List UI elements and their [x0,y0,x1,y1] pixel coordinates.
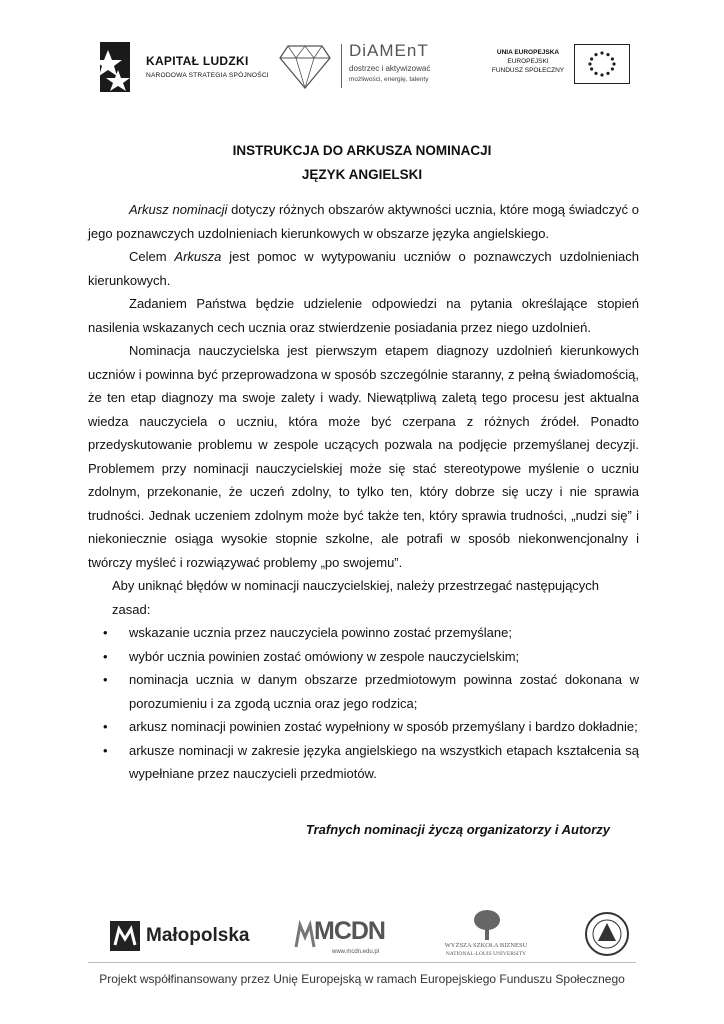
paragraph-4: Nominacja nauczycielska jest pierwszym etapem diagnozy uzdolnień kierunkowych uczniów i powinna być przeprowadzona w sposób szczególnie staranny, z pełną świadomością, że ten etap diagnozy ma swoje zalety i wady. Niewątpliwą zaletą tego procesu jest aktualna wiedza nauczyciela o uczniu, która może być czerpana z różnych źródeł. Ponadto przedyskutowanie problemu w zespole uczących pozwala na podjęcie przemyślanej decyzji. Problemem przy nominacji nauczycielskiej może się stać stereotypowe myślenie o uczniu zdolnym, przekonanie, że uczeń zdolny, to tylko ten, który dobrze się uczy i nie sprawia trudności. Jednak uczeniem zdolnym może być także ten, który sprawia trudności, „nudzi się” i niekoniecznie osiąga wysokie stopnie szkolne, ale potrafi w sposób niekonwencjonalny i twórczy myśleć i rozwiązywać problemy „po swojemu”. [88,343,639,570]
malopolska-text: Małopolska [146,925,250,946]
eu-logo [478,44,638,94]
star-figure-icon [94,40,132,94]
paragraph-1 [88,198,639,245]
header-logos [88,36,636,98]
eu-flag-icon [574,44,630,84]
paragraph-2 [88,245,639,292]
malopolska-logo [110,921,270,955]
kapital-ludzki-title: KAPITAŁ LUDZKI [146,54,249,68]
list-item: • arkusze nominacji w zakresie języka angielskiego na wszystkich etapach kształcenia są wypełniane przez nauczycieli przedmiotów. [88,739,639,786]
diament-logo [278,40,458,94]
list-item: • arkusz nominacji powinien zostać wypełniony w sposób przemyślany i bardzo dokładnie; [88,715,639,739]
document-subtitle: JĘZYK ANGIELSKI [301,167,423,182]
eu-fund-label-1: EUROPEJSKI [507,58,549,65]
rules-intro: Aby uniknąć błędów w nominacji nauczycielskiej, należy przestrzegać następujących zasad: [112,578,600,617]
diament-divider [341,44,342,88]
document-body [88,198,639,841]
diament-tagline-1: dostrzec i aktywizować [349,64,431,73]
diamond-icon [278,42,332,90]
paragraph-3: Zadaniem Państwa będzie udzielenie odpowiedzi na pytania określające stopień nasilenia wskazanych cech ucznia oraz stwierdzenie posiadania przez niego uzdolnień. [88,296,639,335]
paragraph-1-text: dotyczy różnych obszarów aktywności ucznia, które mogą świadczyć o jego poznawczych uzdolnieniach kierunkowych w obszarze języka angielskiego. [88,202,639,241]
footer-logos [88,905,636,967]
mcdn-figure-icon [294,919,316,949]
tree-icon [472,909,502,941]
kapital-ludzki-logo [94,40,269,94]
diament-tagline-2: możliwości, energię, talenty [349,76,429,83]
nlu-name-en: NATIONAL-LOUIS UNIVERSITY [445,951,527,957]
paragraph-2-text: jest pomoc w wytypowaniu uczniów o poznawczych uzdolnieniach kierunkowych. [88,249,639,288]
arkusz-nominacji-term: Arkusz nominacji [129,202,228,217]
project-funding-note: Projekt współfinansowany przez Unię Europejską w ramach Europejskiego Funduszu Społecznego [99,972,625,986]
paragraph-2-start: Celem [129,249,175,264]
list-item: • wskazanie ucznia przez nauczyciela powinno zostać przemyślane; [88,621,639,645]
malopolska-emblem-icon [110,921,140,951]
university-seal-icon [584,911,630,957]
list-item: • nominacja ucznia w danym obszarze przedmiotowym powinna zostać dokonana w porozumieniu i za zgodą ucznia oraz jego rodzica; [88,668,639,715]
closing-line: Trafnych nominacji życzą organizatorzy i Autorzy [305,821,610,837]
kapital-ludzki-subtitle: NARODOWA STRATEGIA SPÓJNOŚCI [146,72,269,79]
nlu-name-pl: WYŻSZA SZKOŁA BIZNESU [444,942,528,949]
arkusza-term: Arkusza [174,249,222,264]
nlu-logo [436,909,536,961]
mcdn-url: www.mcdn.edu.pl [332,949,380,955]
document-titles [0,139,724,187]
eu-union-label: UNIA EUROPEJSKA [496,49,560,56]
mcdn-logo [294,913,394,961]
rules-list [88,621,639,786]
mcdn-text: MCDN [314,917,385,945]
eu-text [486,48,570,75]
diament-name: DiAMEnT [349,41,429,60]
footer-divider [88,962,636,963]
list-item: • wybór ucznia powinien zostać omówiony w zespole nauczycielskim; [88,645,639,669]
document-title: INSTRUKCJA DO ARKUSZA NOMINACJI [232,143,492,158]
eu-fund-label-2: FUNDUSZ SPOŁECZNY [491,67,565,74]
